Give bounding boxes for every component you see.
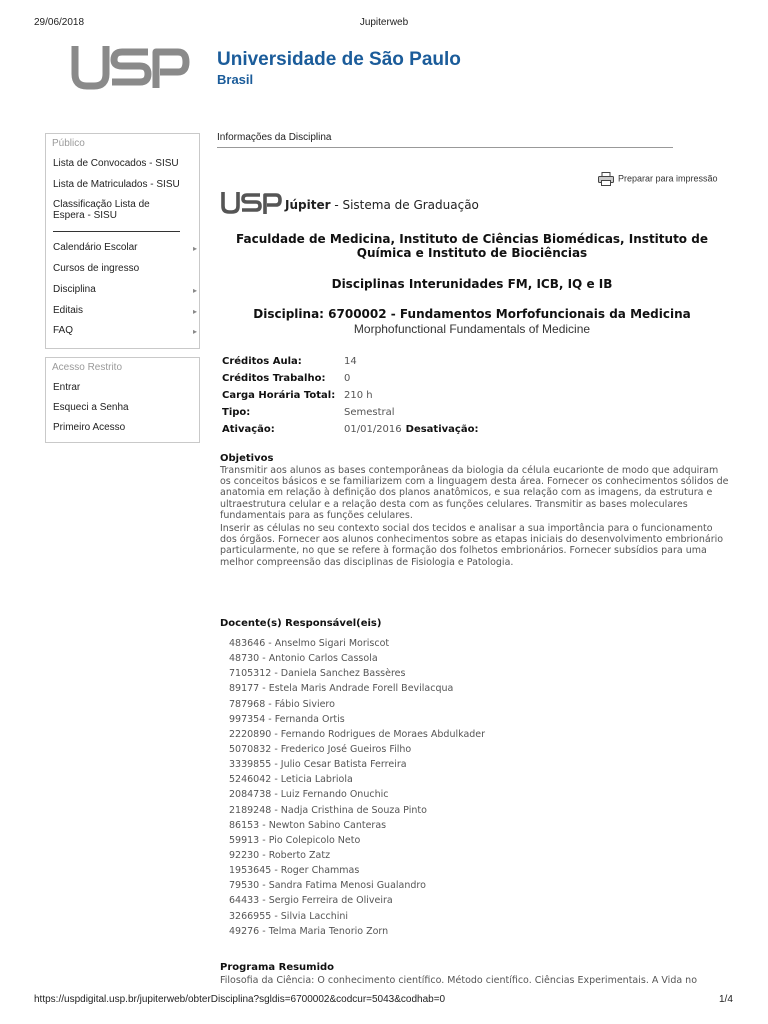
info-label: Ativação: bbox=[222, 424, 275, 435]
sidebar-item-lista-matriculados[interactable] bbox=[46, 179, 199, 195]
info-label: Carga Horária Total: bbox=[222, 390, 336, 401]
info-value: 01/01/2016 bbox=[344, 424, 402, 435]
info-value: 210 h bbox=[344, 390, 373, 401]
docentes-title: Docente(s) Responsável(eis) bbox=[220, 618, 382, 629]
docente-item: 3266955 - Silvia Lacchini bbox=[229, 910, 349, 922]
sidebar-item-entrar[interactable] bbox=[46, 382, 199, 398]
sidebar-public bbox=[45, 133, 200, 349]
docente-item: 2189248 - Nadja Cristhina de Souza Pinto bbox=[229, 804, 427, 816]
docente-item: 2084738 - Luiz Fernando Onuchic bbox=[229, 789, 389, 801]
info-label: Créditos Trabalho: bbox=[222, 373, 326, 384]
info-row-tipo bbox=[222, 404, 478, 421]
sidebar-item-label: Disciplina bbox=[53, 284, 96, 295]
chevron-right-icon: ▸ bbox=[192, 286, 197, 295]
objetivos-title: Objetivos bbox=[220, 453, 274, 464]
sidebar-item-label: Classificação Lista de Espera - SISU bbox=[53, 199, 150, 221]
docente-item: 7105312 - Daniela Sanchez Bassères bbox=[229, 668, 406, 680]
sidebar-item-primeiro-acesso[interactable] bbox=[46, 422, 199, 438]
sidebar-item-lista-espera[interactable] bbox=[46, 199, 199, 221]
info-row-creditos-aula bbox=[222, 353, 478, 370]
docente-item: 89177 - Estela Maris Andrade Forell Bevilacqua bbox=[229, 683, 454, 695]
sidebar-item-label: Editais bbox=[53, 305, 84, 316]
sidebar-restricted bbox=[45, 357, 200, 443]
info-label: Tipo: bbox=[222, 407, 251, 418]
breadcrumb: Informações da Disciplina bbox=[217, 132, 332, 143]
sidebar-item-label: Cursos de ingresso bbox=[53, 263, 140, 274]
programa-text: Filosofia da Ciência: O conhecimento científico. Método científico. Ciências Experimentais. A Vida no bbox=[220, 975, 698, 986]
print-label: Preparar para impressão bbox=[618, 173, 718, 184]
faculty-name: Faculdade de Medicina, Instituto de Ciências Biomédicas, Instituto de Química e Instituto de Biociências bbox=[236, 232, 708, 260]
info-row-ativacao bbox=[222, 421, 478, 438]
docente-item: 2220890 - Fernando Rodrigues de Moraes Abdulkader bbox=[229, 728, 486, 740]
country-name: Brasil bbox=[217, 72, 254, 87]
sidebar-item-label: Calendário Escolar bbox=[53, 242, 138, 253]
print-title: Jupiterweb bbox=[359, 17, 409, 28]
print-page: 1/4 bbox=[719, 994, 733, 1005]
discipline-title: Disciplina: 6700002 - Fundamentos Morfofuncionais da Medicina bbox=[253, 307, 691, 321]
system-name-bold: Júpiter bbox=[285, 198, 331, 212]
chevron-right-icon: ▸ bbox=[192, 307, 197, 316]
usp-logo-small bbox=[220, 191, 282, 214]
sidebar-item-editais[interactable] bbox=[46, 305, 199, 321]
info-label: Créditos Aula: bbox=[222, 356, 302, 367]
sidebar-item-label: Primeiro Acesso bbox=[53, 422, 126, 433]
docente-item: 1953645 - Roger Chammas bbox=[229, 865, 360, 877]
sidebar-item-label: Esqueci a Senha bbox=[53, 402, 129, 413]
docente-item: 79530 - Sandra Fatima Menosi Gualandro bbox=[229, 880, 426, 892]
objetivos-text: Transmitir aos alunos as bases contemporâneas da biologia da célula eucarionte de modo que adquiram os conceitos básicos e se familiarizem com a linguagem desta área. Fornecer os conhecimentos sólidos de anatomia em relação à definição dos planos anatômicos, e sua relação com as imagens, da estrutura e ultraestrutura celular e a relação desta com as funções celulares. Transmitir as bases moleculares fundamentais para as funções celulares. bbox=[220, 465, 729, 521]
docente-item: 64433 - Sergio Ferreira de Oliveira bbox=[229, 895, 393, 907]
docentes-list bbox=[229, 636, 485, 939]
sidebar-public-title: Público bbox=[52, 138, 85, 149]
objetivos-text-2: Inserir as células no seu contexto social dos tecidos e analisar a sua importância para o funcionamento dos órgãos. Fornecer aos alunos conhecimentos sobre as etapas iniciais do desenvolvimento embrionário particularmente, no que se refere à formação dos folhetos embrionários. Fornecer subsídios para uma melhor compreensão das disciplinas de Fisiologia e Patologia. bbox=[220, 523, 724, 568]
docente-item: 3339855 - Julio Cesar Batista Ferreira bbox=[229, 759, 407, 771]
info-value: Semestral bbox=[344, 407, 395, 418]
sidebar-item-calendario[interactable] bbox=[46, 242, 199, 258]
docente-item: 5070832 - Frederico José Gueiros Filho bbox=[229, 743, 412, 755]
chevron-right-icon: ▸ bbox=[192, 327, 197, 336]
sidebar-item-cursos[interactable] bbox=[46, 263, 199, 279]
programa-title: Programa Resumido bbox=[220, 962, 335, 973]
info-row-carga bbox=[222, 387, 478, 404]
sidebar-item-esqueci-senha[interactable] bbox=[46, 402, 199, 418]
docente-item: 48730 - Antonio Carlos Cassola bbox=[229, 653, 378, 665]
docente-item: 5246042 - Leticia Labriola bbox=[229, 774, 353, 786]
sidebar-item-lista-convocados[interactable] bbox=[46, 158, 199, 174]
usp-logo[interactable] bbox=[70, 44, 190, 90]
sidebar-item-faq[interactable] bbox=[46, 325, 199, 341]
sidebar-item-label: Lista de Convocados - SISU bbox=[53, 158, 179, 169]
system-name bbox=[285, 198, 479, 212]
docente-item: 92230 - Roberto Zatz bbox=[229, 849, 331, 861]
docente-item: 483646 - Anselmo Sigari Moriscot bbox=[229, 638, 390, 649]
sidebar-separator bbox=[53, 231, 180, 232]
info-label: Desativação: bbox=[405, 424, 479, 435]
department-name: Disciplinas Interunidades FM, ICB, IQ e IB bbox=[331, 277, 613, 291]
info-row-creditos-trabalho bbox=[222, 370, 478, 387]
sidebar-item-disciplina[interactable] bbox=[46, 284, 199, 300]
docente-item: 49276 - Telma Maria Tenorio Zorn bbox=[229, 925, 389, 937]
docente-item: 59913 - Pio Colepicolo Neto bbox=[229, 834, 361, 846]
discipline-info-table bbox=[222, 353, 478, 438]
printer-icon bbox=[598, 172, 614, 186]
docente-item: 86153 - Newton Sabino Canteras bbox=[229, 819, 387, 831]
sidebar-item-label: Entrar bbox=[53, 382, 81, 393]
discipline-title-en: Morphofunctional Fundamentals of Medicine bbox=[353, 322, 591, 336]
info-value: 0 bbox=[344, 373, 351, 384]
print-date: 29/06/2018 bbox=[34, 17, 85, 28]
chevron-right-icon: ▸ bbox=[192, 244, 197, 253]
sidebar-item-label: FAQ bbox=[53, 325, 74, 336]
sidebar-restricted-title: Acesso Restrito bbox=[52, 362, 123, 373]
university-name: Universidade de São Paulo bbox=[217, 49, 461, 70]
print-url: https://uspdigital.usp.br/jupiterweb/obterDisciplina?sgldis=6700002&codcur=5043&codhab=0 bbox=[34, 994, 446, 1005]
print-button[interactable] bbox=[598, 172, 718, 186]
docente-item: 787968 - Fábio Siviero bbox=[229, 698, 335, 710]
sidebar-item-label: Lista de Matriculados - SISU bbox=[53, 179, 180, 190]
breadcrumb-divider bbox=[217, 147, 673, 148]
info-value: 14 bbox=[344, 356, 357, 367]
system-name-rest: - Sistema de Graduação bbox=[330, 198, 479, 212]
docente-item: 997354 - Fernanda Ortis bbox=[229, 713, 345, 725]
